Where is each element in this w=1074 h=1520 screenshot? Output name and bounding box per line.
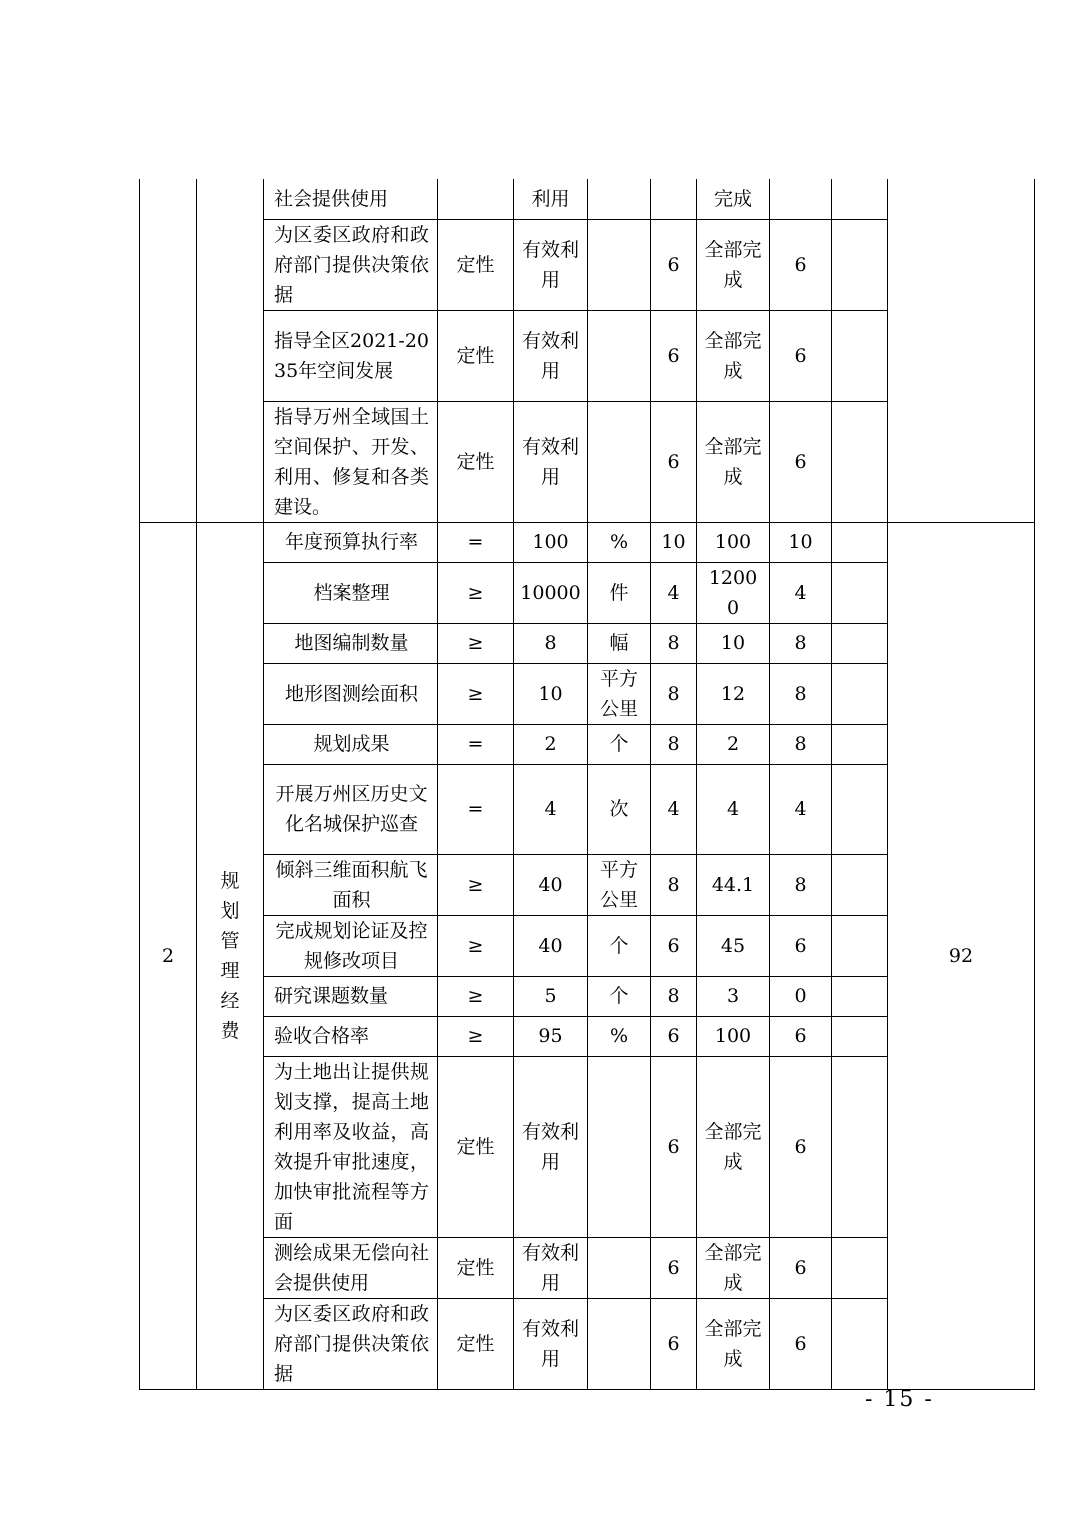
actual-value-cell: 10 bbox=[697, 623, 770, 663]
operator-cell: ≥ bbox=[438, 663, 514, 724]
indicator-cell: 完成规划论证及控规修改项目 bbox=[264, 915, 438, 976]
score-cell: 4 bbox=[770, 764, 832, 854]
actual-value-cell: 44.1 bbox=[697, 854, 770, 915]
operator-cell: ≥ bbox=[438, 976, 514, 1016]
unit-cell: % bbox=[588, 522, 651, 562]
target-value-cell: 8 bbox=[514, 623, 588, 663]
score-cell: 6 bbox=[770, 1237, 832, 1298]
operator-cell: 定性 bbox=[438, 401, 514, 522]
score-cell: 8 bbox=[770, 663, 832, 724]
actual-value-cell: 完成 bbox=[697, 179, 770, 219]
unit-cell bbox=[588, 401, 651, 522]
project-name-cell bbox=[197, 179, 264, 522]
table-row bbox=[140, 179, 1035, 219]
operator-cell: ≥ bbox=[438, 562, 514, 623]
actual-value-cell: 100 bbox=[697, 1016, 770, 1056]
score-cell: 4 bbox=[770, 562, 832, 623]
weight-cell: 8 bbox=[651, 976, 697, 1016]
serial-number-cell: 2 bbox=[140, 522, 197, 1389]
target-value-cell: 有效利用 bbox=[514, 1237, 588, 1298]
unit-cell: % bbox=[588, 1016, 651, 1056]
score-cell: 6 bbox=[770, 915, 832, 976]
unit-cell: 个 bbox=[588, 724, 651, 764]
target-value-cell: 有效利用 bbox=[514, 401, 588, 522]
indicator-cell: 研究课题数量 bbox=[264, 976, 438, 1016]
score-cell: 6 bbox=[770, 401, 832, 522]
indicator-cell: 为区委区政府和政府部门提供决策依据 bbox=[264, 1298, 438, 1389]
weight-cell: 4 bbox=[651, 764, 697, 854]
target-value-cell: 40 bbox=[514, 854, 588, 915]
deduction-cell bbox=[832, 1237, 888, 1298]
unit-cell bbox=[588, 219, 651, 310]
weight-cell: 6 bbox=[651, 219, 697, 310]
weight-cell: 10 bbox=[651, 522, 697, 562]
total-score-cell bbox=[888, 179, 1035, 522]
serial-number-cell bbox=[140, 179, 197, 522]
weight-cell: 6 bbox=[651, 1298, 697, 1389]
actual-value-cell: 3 bbox=[697, 976, 770, 1016]
operator-cell: ≥ bbox=[438, 915, 514, 976]
weight-cell: 6 bbox=[651, 915, 697, 976]
operator-cell: ≥ bbox=[438, 1016, 514, 1056]
deduction-cell bbox=[832, 1056, 888, 1237]
score-cell: 8 bbox=[770, 854, 832, 915]
performance-evaluation-table bbox=[139, 179, 1035, 1390]
weight-cell: 4 bbox=[651, 562, 697, 623]
deduction-cell bbox=[832, 522, 888, 562]
unit-cell bbox=[588, 1056, 651, 1237]
target-value-cell: 有效利用 bbox=[514, 1056, 588, 1237]
actual-value-cell: 全部完成 bbox=[697, 1298, 770, 1389]
weight-cell: 8 bbox=[651, 724, 697, 764]
indicator-cell: 测绘成果无偿向社会提供使用 bbox=[264, 1237, 438, 1298]
target-value-cell: 5 bbox=[514, 976, 588, 1016]
actual-value-cell: 全部完成 bbox=[697, 1056, 770, 1237]
actual-value-cell: 12000 bbox=[697, 562, 770, 623]
indicator-cell: 指导全区2021-2035年空间发展 bbox=[264, 310, 438, 401]
target-value-cell: 4 bbox=[514, 764, 588, 854]
target-value-cell: 有效利用 bbox=[514, 219, 588, 310]
target-value-cell: 100 bbox=[514, 522, 588, 562]
unit-cell: 幅 bbox=[588, 623, 651, 663]
score-cell bbox=[770, 179, 832, 219]
score-cell: 6 bbox=[770, 310, 832, 401]
indicator-cell: 档案整理 bbox=[264, 562, 438, 623]
actual-value-cell: 全部完成 bbox=[697, 401, 770, 522]
target-value-cell: 有效利用 bbox=[514, 1298, 588, 1389]
actual-value-cell: 全部完成 bbox=[697, 310, 770, 401]
operator-cell: 定性 bbox=[438, 1056, 514, 1237]
weight-cell: 6 bbox=[651, 1237, 697, 1298]
unit-cell: 平方公里 bbox=[588, 854, 651, 915]
weight-cell: 8 bbox=[651, 623, 697, 663]
unit-cell bbox=[588, 310, 651, 401]
indicator-cell: 指导万州全域国土空间保护、开发、利用、修复和各类建设。 bbox=[264, 401, 438, 522]
unit-cell: 件 bbox=[588, 562, 651, 623]
score-cell: 6 bbox=[770, 219, 832, 310]
unit-cell bbox=[588, 1298, 651, 1389]
score-cell: 10 bbox=[770, 522, 832, 562]
deduction-cell bbox=[832, 915, 888, 976]
indicator-cell: 年度预算执行率 bbox=[264, 522, 438, 562]
actual-value-cell: 4 bbox=[697, 764, 770, 854]
indicator-cell: 地形图测绘面积 bbox=[264, 663, 438, 724]
deduction-cell bbox=[832, 976, 888, 1016]
operator-cell: ≥ bbox=[438, 854, 514, 915]
actual-value-cell: 12 bbox=[697, 663, 770, 724]
target-value-cell: 10 bbox=[514, 663, 588, 724]
operator-cell bbox=[438, 179, 514, 219]
page-number: - 15 - bbox=[865, 1387, 934, 1412]
target-value-cell: 40 bbox=[514, 915, 588, 976]
total-score-cell: 92 bbox=[888, 522, 1035, 1389]
unit-cell bbox=[588, 179, 651, 219]
deduction-cell bbox=[832, 179, 888, 219]
deduction-cell bbox=[832, 854, 888, 915]
operator-cell: = bbox=[438, 724, 514, 764]
operator-cell: 定性 bbox=[438, 1298, 514, 1389]
score-cell: 6 bbox=[770, 1016, 832, 1056]
actual-value-cell: 全部完成 bbox=[697, 219, 770, 310]
score-cell: 6 bbox=[770, 1056, 832, 1237]
deduction-cell bbox=[832, 219, 888, 310]
target-value-cell: 2 bbox=[514, 724, 588, 764]
score-cell: 8 bbox=[770, 623, 832, 663]
table-row bbox=[140, 522, 1035, 562]
target-value-cell: 有效利用 bbox=[514, 310, 588, 401]
weight-cell: 8 bbox=[651, 663, 697, 724]
unit-cell bbox=[588, 1237, 651, 1298]
indicator-cell: 开展万州区历史文化名城保护巡查 bbox=[264, 764, 438, 854]
operator-cell: = bbox=[438, 522, 514, 562]
indicator-cell: 社会提供使用 bbox=[264, 179, 438, 219]
weight-cell: 6 bbox=[651, 401, 697, 522]
operator-cell: ≥ bbox=[438, 623, 514, 663]
deduction-cell bbox=[832, 310, 888, 401]
deduction-cell bbox=[832, 764, 888, 854]
unit-cell: 次 bbox=[588, 764, 651, 854]
operator-cell: 定性 bbox=[438, 310, 514, 401]
target-value-cell: 95 bbox=[514, 1016, 588, 1056]
actual-value-cell: 全部完成 bbox=[697, 1237, 770, 1298]
weight-cell: 8 bbox=[651, 854, 697, 915]
deduction-cell bbox=[832, 401, 888, 522]
weight-cell: 6 bbox=[651, 1016, 697, 1056]
deduction-cell bbox=[832, 663, 888, 724]
indicator-cell: 验收合格率 bbox=[264, 1016, 438, 1056]
indicator-cell: 为区委区政府和政府部门提供决策依据 bbox=[264, 219, 438, 310]
operator-cell: 定性 bbox=[438, 219, 514, 310]
indicator-cell: 倾斜三维面积航飞面积 bbox=[264, 854, 438, 915]
indicator-cell: 为土地出让提供规划支撑，提高土地利用率及收益，高效提升审批速度，加快审批流程等方面 bbox=[264, 1056, 438, 1237]
operator-cell: 定性 bbox=[438, 1237, 514, 1298]
weight-cell: 6 bbox=[651, 310, 697, 401]
actual-value-cell: 100 bbox=[697, 522, 770, 562]
actual-value-cell: 2 bbox=[697, 724, 770, 764]
deduction-cell bbox=[832, 1016, 888, 1056]
score-cell: 0 bbox=[770, 976, 832, 1016]
score-cell: 8 bbox=[770, 724, 832, 764]
weight-cell: 6 bbox=[651, 1056, 697, 1237]
indicator-cell: 规划成果 bbox=[264, 724, 438, 764]
score-cell: 6 bbox=[770, 1298, 832, 1389]
target-value-cell: 利用 bbox=[514, 179, 588, 219]
unit-cell: 个 bbox=[588, 915, 651, 976]
actual-value-cell: 45 bbox=[697, 915, 770, 976]
target-value-cell: 10000 bbox=[514, 562, 588, 623]
unit-cell: 平方公里 bbox=[588, 663, 651, 724]
indicator-cell: 地图编制数量 bbox=[264, 623, 438, 663]
weight-cell bbox=[651, 179, 697, 219]
unit-cell: 个 bbox=[588, 976, 651, 1016]
deduction-cell bbox=[832, 623, 888, 663]
operator-cell: = bbox=[438, 764, 514, 854]
deduction-cell bbox=[832, 562, 888, 623]
project-name-cell bbox=[197, 522, 264, 1389]
deduction-cell bbox=[832, 1298, 888, 1389]
project-name-text: 规划管理经费 bbox=[220, 869, 240, 1042]
deduction-cell bbox=[832, 724, 888, 764]
